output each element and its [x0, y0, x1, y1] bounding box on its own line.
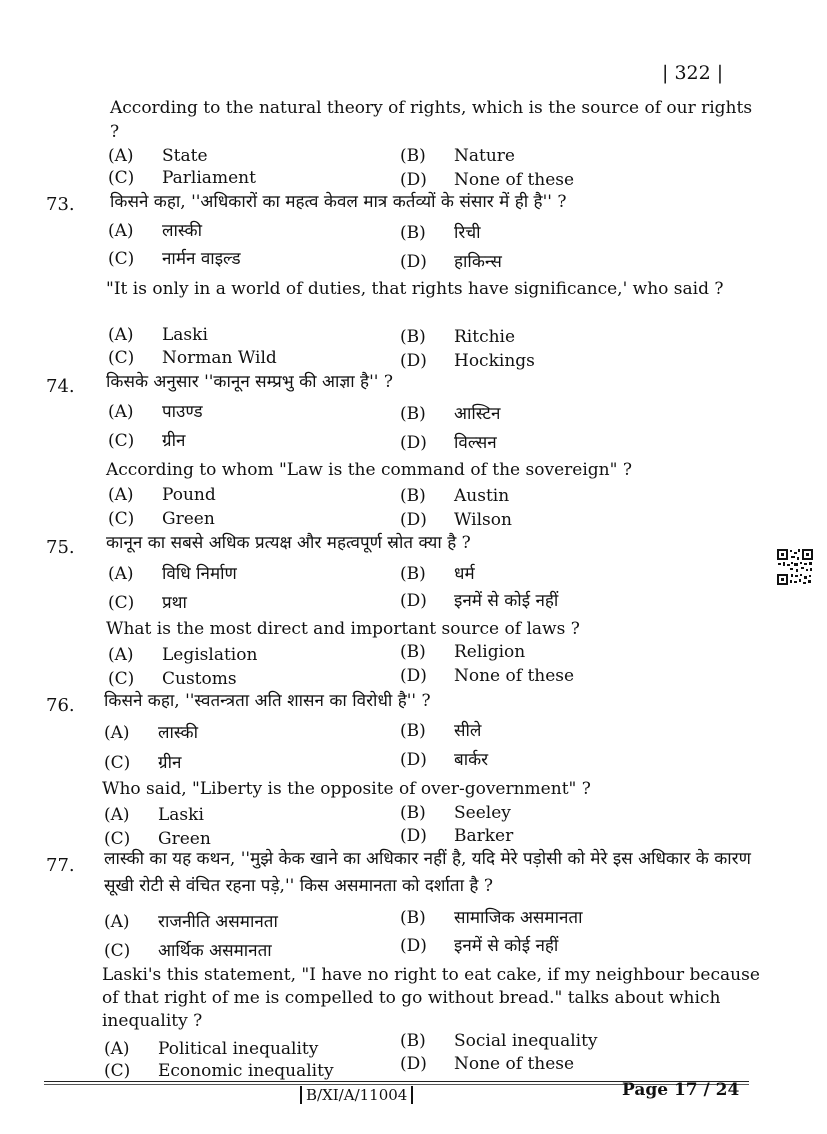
question-text-hi: किसने कहा, ''स्वतन्त्रता अति शासन का विरोधी है'' ? [104, 691, 431, 711]
option-c: (C) Green [104, 829, 211, 849]
option-b-hi: (B) रिची [400, 223, 481, 243]
option-d: (D) Barker [400, 826, 514, 846]
question-text-hi: कानून का सबसे अधिक प्रत्यक्ष और महत्वपूर्ण स्रोत क्या है ? [106, 533, 471, 553]
option-d: (D) None of these [400, 666, 575, 686]
question-text-hi: किसके अनुसार ''कानून सम्प्रभु की आज्ञा है'' ? [106, 372, 393, 392]
question-number: 75. [46, 537, 75, 558]
option-b-hi: (B) आस्टिन [400, 404, 501, 424]
option-c: (C) Parliament [108, 168, 256, 188]
page-number: | 322 | [662, 62, 724, 84]
option-b: (B) Nature [400, 146, 515, 166]
option-c-hi: (C) प्रथा [108, 593, 187, 613]
question-text-en: Who said, "Liberty is the opposite of over-government" ? [102, 779, 591, 799]
option-a-hi: (A) लास्की [104, 723, 199, 743]
option-b: (B) Religion [400, 642, 526, 662]
question-number: 77. [46, 855, 75, 876]
question-number: 73. [46, 194, 75, 215]
option-b: (B) Austin [400, 486, 510, 506]
question-text-en: According to the natural theory of rights, which is the source of our rights ? [110, 98, 753, 142]
option-c: (C) Green [108, 509, 215, 529]
option-a: (A) Legislation [108, 645, 258, 665]
option-d-hi: (D) इनमें से कोई नहीं [400, 936, 559, 956]
option-d: (D) None of these [400, 170, 575, 190]
question-number: 74. [46, 376, 75, 397]
page-of: Page 17 / 24 [622, 1080, 740, 1100]
option-b: (B) Seeley [400, 803, 511, 823]
option-b-hi: (B) सीले [400, 721, 482, 741]
option-c-hi: (C) ग्रीन [104, 753, 182, 773]
option-d: (D) Wilson [400, 510, 512, 530]
question-text-en: According to whom "Law is the command of the sovereign" ? [106, 460, 632, 480]
option-c-hi: (C) ग्रीन [108, 431, 186, 451]
option-c-hi: (C) आर्थिक असमानता [104, 941, 272, 961]
option-a-hi: (A) लास्की [108, 221, 203, 241]
option-a: (A) Political inequality [104, 1039, 319, 1059]
question-text-hi: किसने कहा, ''अधिकारों का महत्व केवल मात्र कर्तव्यों के संसार में ही है'' ? [110, 192, 567, 212]
question-text-hi: लास्की का यह कथन, ''मुझे केक खाने का अधिकार नहीं है, यदि मेरे पड़ोसी को मेरे इस अधिकार के कारण सूखी रोटी से वंचित रहना पड़े,'' किस असमानता को दर्शाता है ? [104, 849, 751, 896]
option-d-hi: (D) इनमें से कोई नहीं [400, 591, 559, 611]
question-text-en: What is the most direct and important source of laws ? [106, 619, 580, 639]
option-d: (D) Hockings [400, 351, 535, 371]
option-a: (A) State [108, 146, 208, 166]
option-b-hi: (B) धर्म [400, 564, 475, 584]
option-d-hi: (D) हाकिन्स [400, 252, 502, 272]
question-number: 76. [46, 695, 75, 716]
question-text-en: "It is only in a world of duties, that rights have significance,' who said ? [106, 279, 724, 299]
question-text-en: Laski's this statement, "I have no right to eat cake, if my neighbour because of that right of me is compelled to go without bread." talks about which inequality ? [102, 965, 760, 1031]
option-c: (C) Economic inequality [104, 1061, 334, 1081]
option-a: (A) Laski [108, 325, 208, 345]
option-c: (C) Customs [108, 669, 237, 689]
qr-code-icon [776, 548, 814, 586]
option-a-hi: (A) राजनीति असमानता [104, 912, 278, 932]
option-b: (B) Ritchie [400, 327, 516, 347]
option-c: (C) Norman Wild [108, 348, 277, 368]
option-a: (A) Laski [104, 805, 204, 825]
option-b-hi: (B) सामाजिक असमानता [400, 908, 583, 928]
option-a-hi: (A) विधि निर्माण [108, 564, 237, 584]
paper-code: B/XI/A/11004 [300, 1086, 413, 1104]
option-d-hi: (D) बार्कर [400, 750, 489, 770]
option-c-hi: (C) नार्मन वाइल्ड [108, 249, 241, 269]
option-a: (A) Pound [108, 485, 216, 505]
option-a-hi: (A) पाउण्ड [108, 402, 203, 422]
option-d-hi: (D) विल्सन [400, 433, 497, 453]
option-b: (B) Social inequality [400, 1031, 598, 1051]
option-d: (D) None of these [400, 1054, 575, 1074]
